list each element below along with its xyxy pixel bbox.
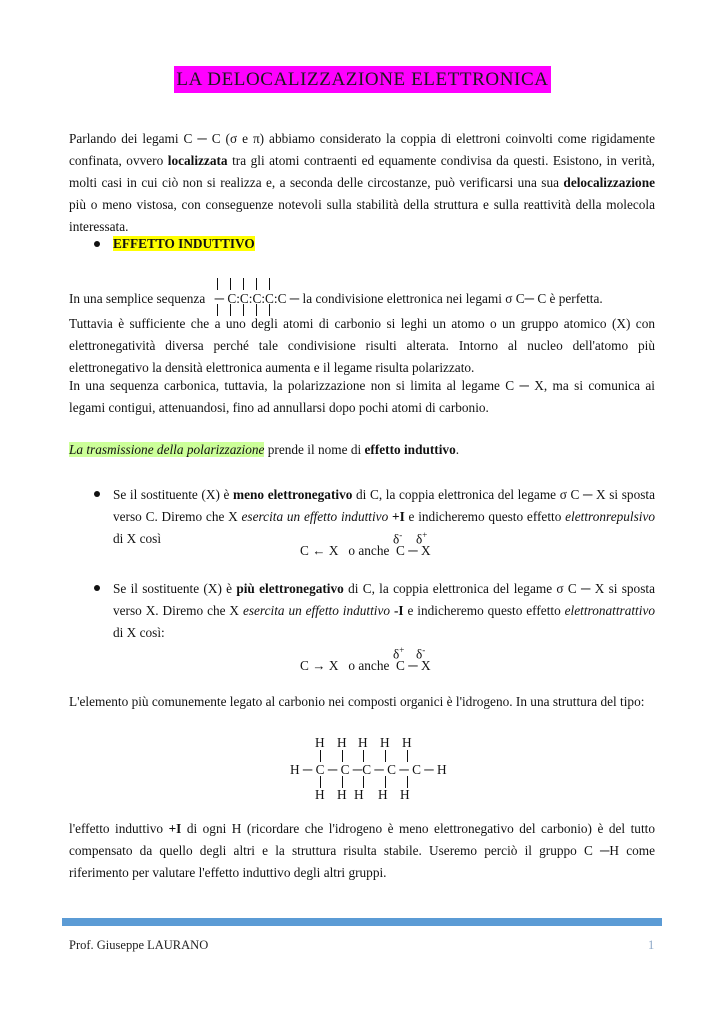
structure-top-h: H [380,735,390,750]
transmission-italic: La trasmissione della polarizzazione [69,442,265,457]
intro-bold-localizzata: localizzata [167,153,228,168]
bullet-2-t2: di C, la coppia elettronica del legame σ C ─ X si sposta verso X. Diremo che X [113,581,655,618]
formula-1 [300,543,431,559]
structure-top-h: H [402,735,412,750]
paragraph-5-b1: +I [168,821,182,836]
sequence-line [69,291,603,307]
structure-bond [407,750,408,762]
bullet-dot [94,241,100,247]
bullet-2-text [113,578,655,644]
structure-bond [363,750,364,762]
footer-rule [62,918,662,926]
transmission-paragraph [69,439,655,461]
sequence-prefix: In una semplice sequenza [69,291,206,306]
bullet-1-b2: +I [388,509,405,524]
bullet-1-t2: di C, la coppia elettronica del legame σ C ─ X si sposta verso C. Diremo che X [113,487,655,524]
paragraph-2: Tuttavia è sufficiente che a uno degli atomi di carbonio si leghi un atomo o un gruppo atomico (X) con elettronegatività diversa perché tale condivisione risulti alterata. Intorno al nucleo dell'atomo più elettronegativo la densità elettronica aumenta e il legame risulta polarizzato. [69,316,655,375]
page-title: LA DELOCALIZZAZIONE ELETTRONICA [174,66,550,93]
structure-bottom-h: H [315,787,325,802]
bullet-dot [94,491,100,497]
paragraph-3: In una sequenza carbonica, tuttavia, la polarizzazione non si limita al legame C ─ X, ma si comunica ai legami contigui, attenuandosi, fino ad annullarsi dopo pochi atomi di carbonio. [69,378,655,415]
intro-text-1: Parlando dei legami C ─ C (σ e π) abbiamo considerato la coppia di elettroni coinvolti come rigidamente confinata, ovvero [69,131,655,168]
delta-symbol: δ [416,646,423,662]
bullet-1-t3: e indicheremo questo effetto [404,509,566,524]
paragraph-5-t2: di ogni H (ricordare che l'idrogeno è meno elettronegativo del carbonio) è del tutto compensato da quello degli altri e la struttura risulta stabile. Useremo perciò il gruppo C ─H come riferimento per valutare l'effetto induttivo degli altri gruppi. [69,821,655,880]
delta-symbol: δ [393,531,400,547]
section-heading: EFFETTO INDUTTIVO [113,236,255,251]
sequence-suffix: la condivisione elettronica nei legami σ C─ C è perfetta. [299,291,603,306]
structure-bond [385,750,386,762]
bullet-dot [94,585,100,591]
formula-2-left: C → X [300,658,339,673]
structure-top-h: H [337,735,347,750]
delta-sign: - [422,645,426,655]
section-heading-wrap [113,236,255,252]
formula-1-left: C ← X [300,543,339,558]
delta-sign: - [399,530,403,540]
transmission-end: . [455,442,460,457]
bullet-2-i2: elettronattrattivo [564,603,655,618]
structure-chain: H ─ C ─ C ─C ─ C ─ C ─ H [290,762,447,777]
structure-bond [320,750,321,762]
structure-top-h: H [358,735,368,750]
delta-sign: + [399,645,405,655]
bullet-1-t1: Se il sostituente (X) è [113,487,234,502]
delta-symbol: δ [416,531,423,547]
formula-2-mid: o anche [348,658,390,673]
paragraph-5 [69,818,655,884]
bullet-2-b2: -I [390,603,404,618]
paragraph-5-t1: l'effetto induttivo [69,821,169,836]
bullet-1-t4: di X così [113,531,162,546]
page-number: 1 [648,938,655,952]
formula-2 [300,658,431,674]
bullet-2-t4: di X così: [113,625,165,640]
structure-bottom-h: H [378,787,388,802]
delta-symbol: δ [393,646,400,662]
structure-bond [342,750,343,762]
transmission-mid: prende il nome di [264,442,365,457]
delta-sign: + [422,530,428,540]
footer-author: Prof. Giuseppe LAURANO [69,938,209,952]
formula-1-right: C ─ X [396,543,431,558]
bullet-2-t1: Se il sostituente (X) è [113,581,237,596]
intro-text-2: tra gli atomi contraenti ed equamente condivisa da questi. Esistono, in verità, molti casi in cui ciò non si realizza e, a seconda delle circostanze, può verificarsi una sua [69,153,655,190]
formula-2-right: C ─ X [396,658,431,673]
structure-bottom-h: H [337,787,347,802]
bullet-2-b1: più elettronegativo [236,581,344,596]
intro-text-3: più o meno vistosa, con conseguenze notevoli sulla stabilità della struttura e sulla reattività della molecola interessata. [69,197,655,234]
structure-top-h: H [315,735,325,750]
bullet-1-text [113,484,655,550]
structure-bottom-h: H [354,787,364,802]
bullet-1-b1: meno elettronegativo [233,487,353,502]
intro-bold-delocalizzazione: delocalizzazione [563,175,655,190]
title-wrap [0,66,725,93]
bullet-1-i1: esercita un effetto induttivo [241,509,389,524]
formula-1-mid: o anche [348,543,390,558]
bullet-2-t3: e indicheremo questo effetto [403,603,565,618]
intro-paragraph [69,128,655,238]
bullet-2-i1: esercita un effetto induttivo [242,603,391,618]
structure-bottom-h: H [400,787,410,802]
transmission-bold: effetto induttivo [364,442,456,457]
sequence-chain: ─ C:C:C:C:C ─ [214,291,300,306]
paragraph-4: L'elemento più comunemente legato al carbonio nei composti organici è l'idrogeno. In una struttura del tipo: [69,694,645,709]
bullet-1-i2: elettronrepulsivo [565,509,656,524]
